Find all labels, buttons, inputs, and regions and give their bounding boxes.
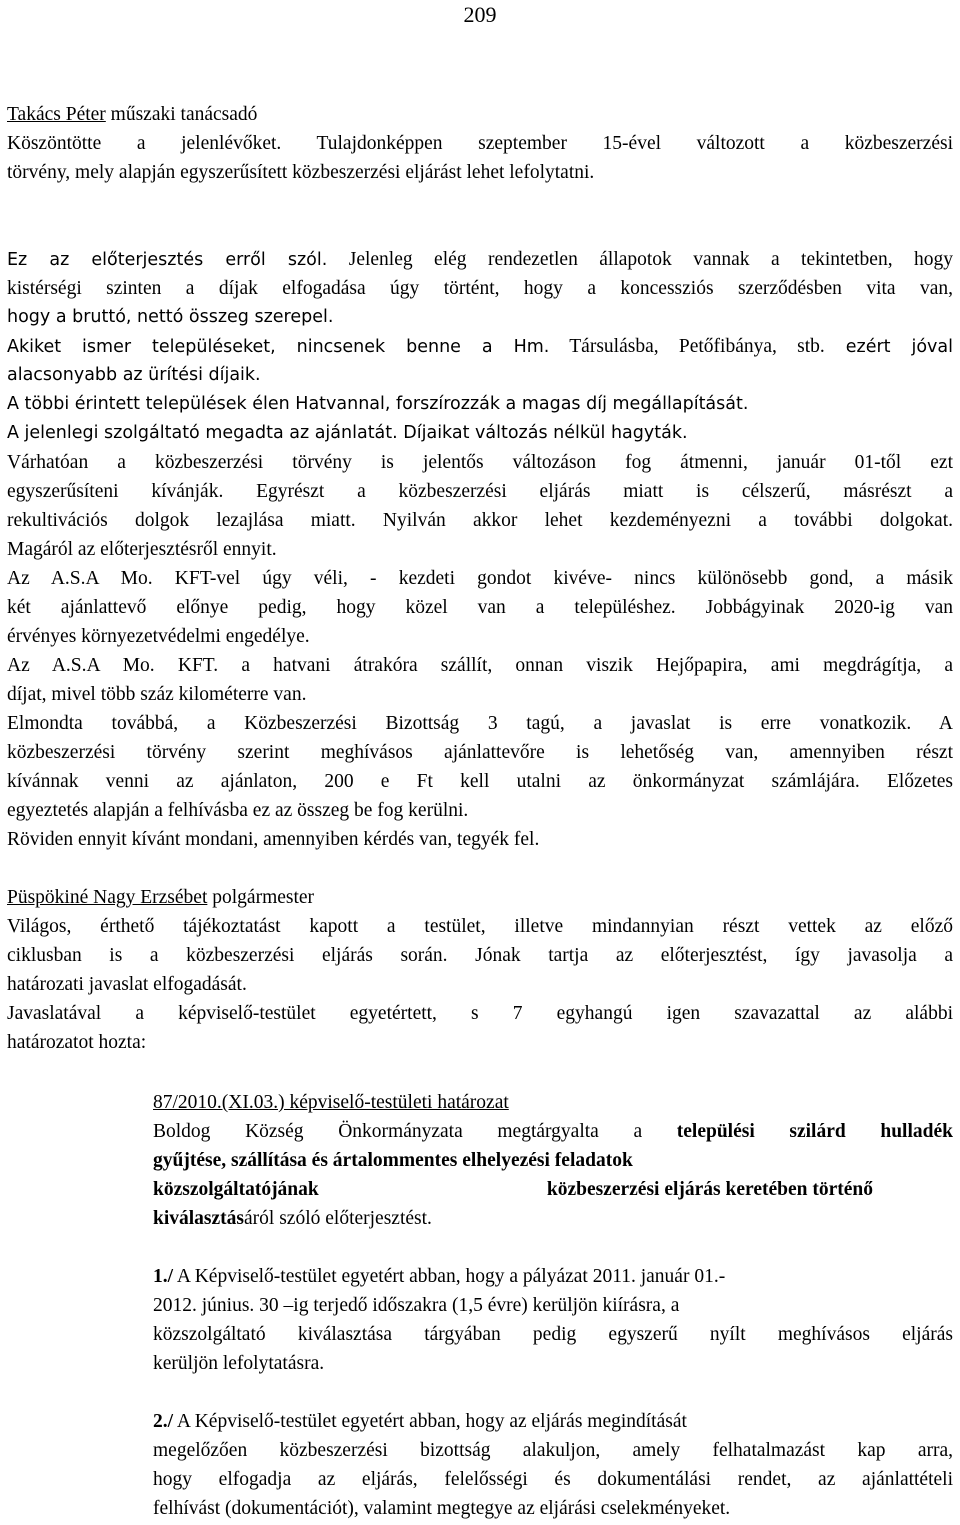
text-line: két ajánlattevő előnye pedig, hogy közel van a településhez. Jobbágyinak 2020-ig van — [7, 597, 953, 618]
text-line: A jelenlegi szolgáltató megadta az ajánlatát. Díjaikat változás nélkül hagyták. — [7, 423, 688, 443]
text-line: Elmondta továbbá, a Közbeszerzési Bizottság 3 tagú, a javaslat is erre vonatkozik. A — [7, 713, 953, 734]
text-line: érvényes környezetvédelmi engedélye. — [7, 626, 310, 647]
text-line: ciklusban is a közbeszerzési eljárás során. Jónak tartja az előterjesztést, így javasolja a — [7, 945, 953, 966]
text-line: Köszöntötte a jelenlévőket. Tulajdonképpen szeptember 15-ével változott a közbeszerzési — [7, 133, 953, 154]
text-line: alacsonyabb az ürítési díjaik. — [7, 365, 261, 385]
text-line: kívánnak venni az ajánlaton, 200 e Ft kell utalni az önkormányzat számlájára. Előzetes — [7, 771, 953, 792]
text-line: gyűjtése, szállítása és ártalommentes elhelyezési feladatok — [153, 1150, 633, 1171]
speaker-heading — [7, 100, 953, 129]
text-line: hogy elfogadja az eljárás, felelősségi és dokumentálási rendet, az ajánlattételi — [153, 1469, 953, 1490]
text-line: kistérségi szinten a díjak elfogadása úgy történt, hogy a koncessziós szerződésben vita van, — [7, 278, 953, 299]
resolution-title: 87/2010.(XI.03.) képviselő-testületi határozat — [153, 1092, 509, 1113]
text-line: 2012. június. 30 –ig terjedő időszakra (1,5 évre) kerüljön kiírásra, a — [153, 1295, 680, 1316]
text-line: hogy a bruttó, nettó összeg szerepel. — [7, 307, 334, 327]
text-line: Röviden ennyit kívánt mondani, amennyiben kérdés van, tegyék fel. — [7, 829, 540, 850]
text-line: Az A.S.A Mo. KFT-vel úgy véli, - kezdeti gondot kivéve- nincs különösebb gond, a másik — [7, 568, 953, 589]
resolution-item-2: 2./ A Képviselő-testület egyetért abban, hogy az eljárás megindítását — [153, 1411, 687, 1432]
text-line: Boldog Község Önkormányzata megtárgyalta a települési szilárd hulladék — [153, 1121, 953, 1142]
text-line: kiválasztásáról szóló előterjesztést. — [153, 1208, 432, 1229]
speaker-name: Takács Péter — [7, 104, 106, 125]
text-line: határozatot hozta: — [7, 1032, 147, 1053]
text-line: Várhatóan a közbeszerzési törvény is jelentős változáson fog átmenni, január 01-től ezt — [7, 452, 953, 473]
text-line: díjat, mivel több száz kilométerre van. — [7, 684, 307, 705]
text-line: Világos, érthető tájékoztatást kapott a testület, illetve mindannyian részt vettek az előző — [7, 916, 953, 937]
text-line: megelőzően közbeszerzési bizottság alakuljon, amely felhatalmazást kap arra, — [153, 1440, 953, 1461]
text-line: egyeztetés alapján a felhívásba ez az összeg be fog kerülni. — [7, 800, 469, 821]
speaker-name: Püspökiné Nagy Erzsébet — [7, 887, 208, 908]
speaker-heading — [7, 883, 953, 912]
text-line: Javaslatával a képviselő-testület egyetértett, s 7 egyhangú igen szavazattal az alábbi — [7, 1003, 953, 1024]
text-line: közbeszerzési törvény szerint meghívásos ajánlattevőre is lehetőség van, amennyiben részt — [7, 742, 953, 763]
text-line: határozati javaslat elfogadását. — [7, 974, 247, 995]
page-number: 209 — [463, 2, 497, 27]
speaker-role: polgármester — [207, 887, 315, 908]
text-line: A többi érintett települések élen Hatvannal, forszírozzák a magas díj megállapítását. — [7, 394, 749, 414]
text-line: Ez az előterjesztés erről szól. Jelenleg elég rendezetlen állapotok vannak a tekintetben, hogy — [7, 249, 954, 270]
text-line: felhívást (dokumentációt), valamint megtegye az eljárási cselekményeket. — [153, 1498, 731, 1519]
speaker-role: műszaki tanácsadó — [105, 104, 258, 125]
text-line: kerüljön lefolytatásra. — [153, 1353, 325, 1374]
resolution-item-1: 1./ A Képviselő-testület egyetért abban, hogy a pályázat 2011. január 01.- — [153, 1266, 726, 1287]
text-line: egyszerűsíteni kívánják. Egyrészt a közbeszerzési eljárás miatt is célszerű, másrészt a — [7, 481, 953, 502]
text-line: Akiket ismer településeket, nincsenek benne a Hm. Társulásba, Petőfibánya, stb. ezért jóval — [7, 336, 953, 357]
text-line: közszolgáltatójának közbeszerzési eljárás keretében történő — [153, 1179, 873, 1200]
text-line: Magáról az előterjesztésről ennyit. — [7, 539, 277, 560]
text-line: törvény, mely alapján egyszerűsített közbeszerzési eljárást lehet lefolytatni. — [7, 162, 595, 183]
text-line: közszolgáltató kiválasztása tárgyában pedig egyszerű nyílt meghívásos eljárás — [153, 1324, 953, 1345]
text-line: Az A.S.A Mo. KFT. a hatvani átrakóra szállít, onnan viszik Hejőpapira, ami megdrágítja, a — [7, 655, 953, 676]
text-line: rekultivációs dolgok lezajlása miatt. Nyilván akkor lehet kezdeményezni a további dolgokat. — [7, 510, 953, 531]
